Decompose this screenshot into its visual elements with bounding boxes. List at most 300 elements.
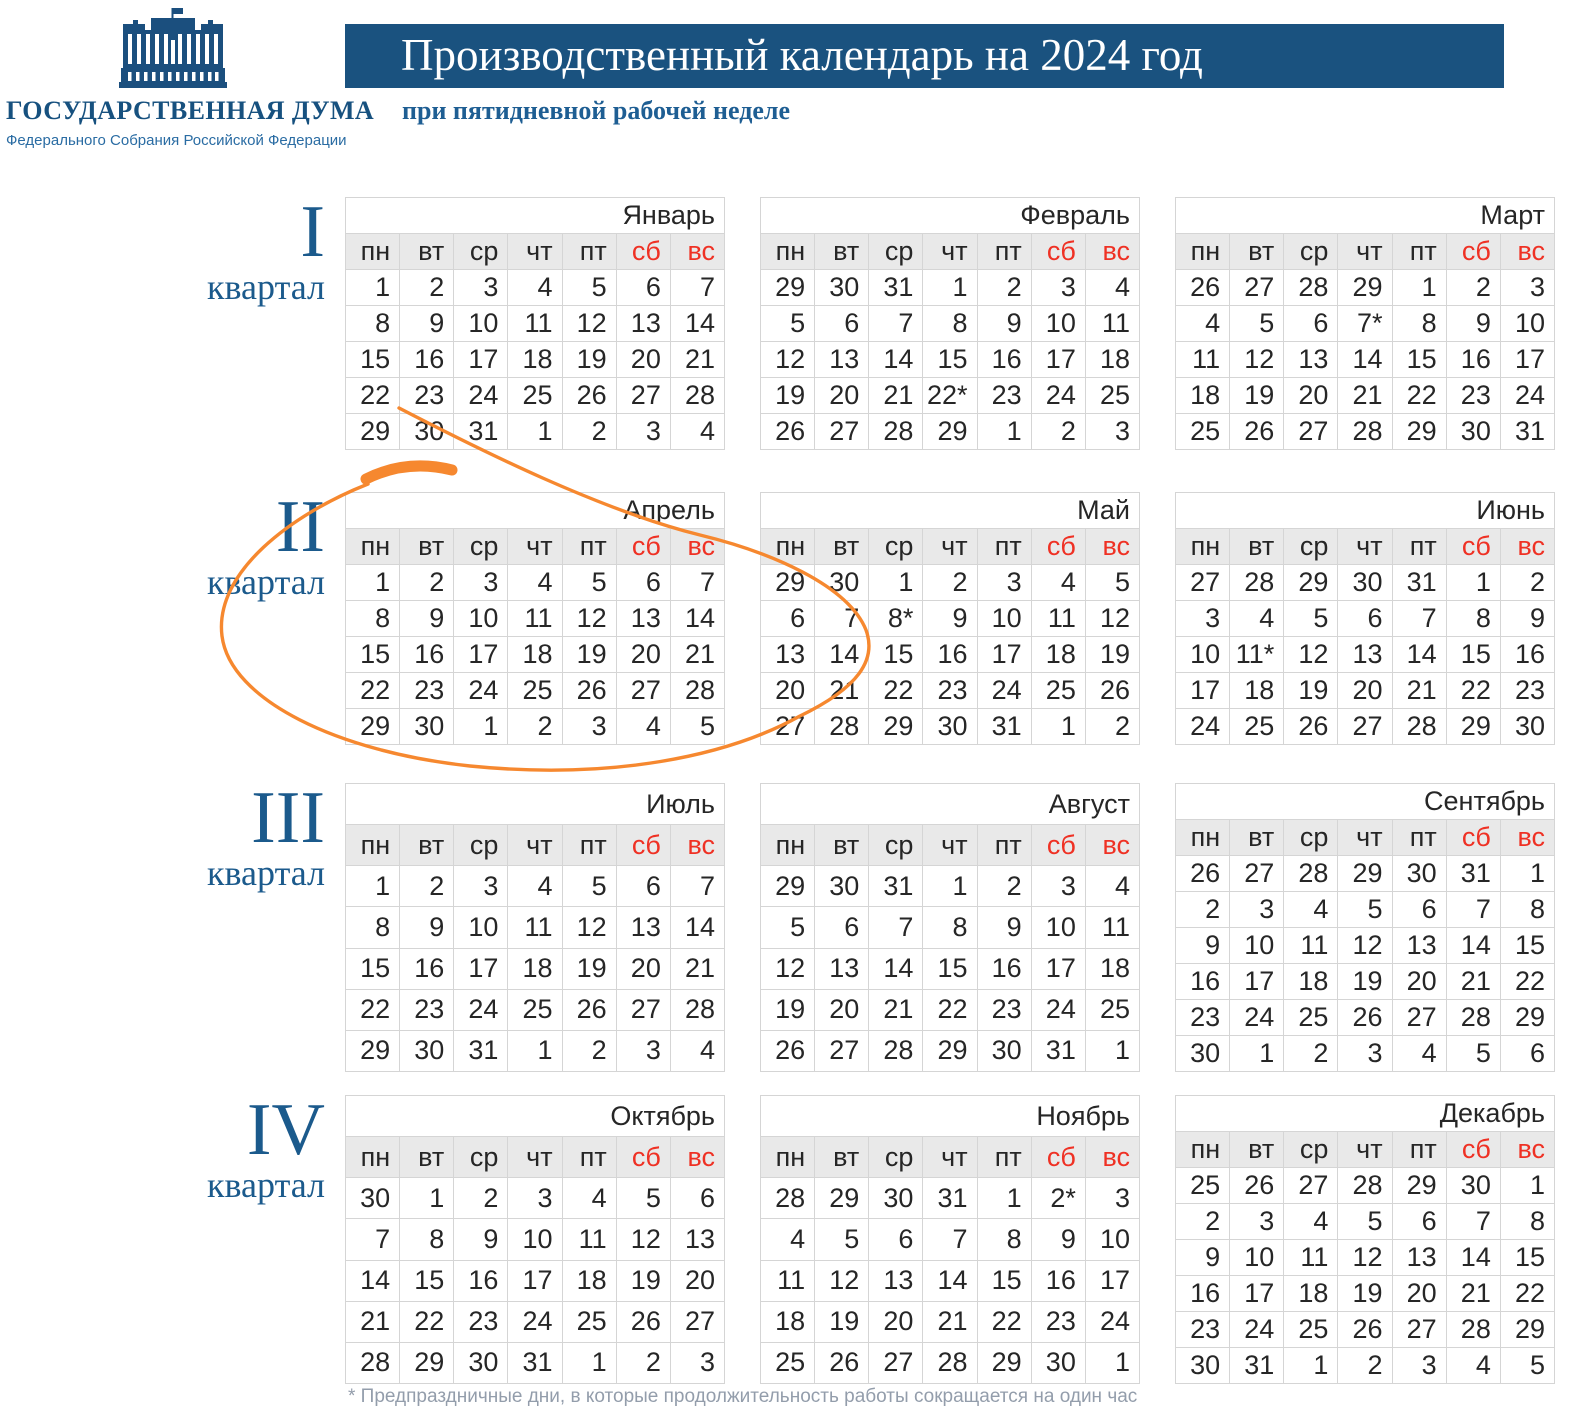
day-cell: 26 (616, 1301, 670, 1342)
day-cell: 31 (454, 414, 508, 450)
day-cell: 22 (400, 1301, 454, 1342)
weekday-header: пн (761, 234, 815, 270)
day-cell: 15 (1500, 928, 1554, 964)
day-cell-adjacent: 1 (1230, 1036, 1284, 1072)
day-cell: 17 (454, 637, 508, 673)
day-cell: 28 (869, 414, 923, 450)
weekday-header: ср (454, 529, 508, 565)
title-banner (345, 24, 1504, 88)
day-cell-adjacent: 30 (815, 565, 869, 601)
day-cell: 14 (346, 1260, 400, 1301)
day-cell: 13 (616, 601, 670, 637)
day-cell-adjacent: 5 (670, 709, 724, 745)
day-cell: 2 (1500, 565, 1554, 601)
day-cell: 19 (815, 1301, 869, 1342)
day-cell: 13 (616, 306, 670, 342)
day-cell: 3 (977, 565, 1031, 601)
day-cell: 1 (1392, 270, 1446, 306)
day-cell-adjacent: 2 (616, 1342, 670, 1383)
day-cell: 18 (1085, 948, 1139, 989)
day-cell: 29 (923, 414, 977, 450)
day-cell: 5 (616, 1178, 670, 1219)
weekday-header: вт (815, 234, 869, 270)
day-cell: 19 (562, 948, 616, 989)
day-cell: 7 (923, 1219, 977, 1260)
day-cell: 20 (616, 342, 670, 378)
weekday-header: вс (670, 825, 724, 866)
day-cell: 22 (1392, 378, 1446, 414)
day-cell: 17 (1031, 948, 1085, 989)
day-cell: 8 (400, 1219, 454, 1260)
quarter-months (345, 197, 1555, 450)
day-cell: 6 (616, 565, 670, 601)
day-cell: 26 (562, 989, 616, 1030)
day-cell: 6 (616, 866, 670, 907)
day-cell: 30 (977, 1030, 1031, 1071)
day-cell-adjacent: 2 (1338, 1348, 1392, 1384)
day-cell: 28 (670, 673, 724, 709)
day-cell: 27 (815, 1030, 869, 1071)
day-cell: 18 (508, 637, 562, 673)
day-cell: 4 (1085, 270, 1139, 306)
day-cell: 18 (1230, 673, 1284, 709)
day-cell: 12 (1338, 1240, 1392, 1276)
weekday-header: сб (1031, 825, 1085, 866)
day-cell: 23 (1176, 1000, 1230, 1036)
day-cell: 16 (977, 948, 1031, 989)
page-subtitle: при пятидневной рабочей неделе (402, 96, 791, 125)
day-cell: 15 (346, 342, 400, 378)
weekday-header: чт (1338, 529, 1392, 565)
day-cell: 9 (923, 601, 977, 637)
day-cell: 19 (761, 989, 815, 1030)
day-cell-adjacent: 30 (815, 866, 869, 907)
day-cell: 15 (869, 637, 923, 673)
day-cell: 10 (1230, 928, 1284, 964)
day-cell: 25 (562, 1301, 616, 1342)
day-cell: 30 (400, 1030, 454, 1071)
day-cell: 13 (869, 1260, 923, 1301)
day-cell: 29 (1500, 1312, 1554, 1348)
quarter-months (345, 783, 1555, 1072)
day-cell: 9 (1446, 306, 1500, 342)
day-cell-adjacent: 26 (1176, 856, 1230, 892)
weekday-header: пн (1176, 529, 1230, 565)
day-cell: 11 (1085, 306, 1139, 342)
day-cell: 4 (508, 565, 562, 601)
day-cell-adjacent: 30 (346, 1178, 400, 1219)
day-cell: 25 (508, 378, 562, 414)
day-cell: 23 (977, 989, 1031, 1030)
day-cell: 4 (1284, 1204, 1338, 1240)
day-cell: 5 (1230, 306, 1284, 342)
day-cell-adjacent: 1 (1085, 1342, 1139, 1383)
day-cell: 22 (1446, 673, 1500, 709)
day-cell: 17 (454, 342, 508, 378)
day-cell: 25 (1085, 378, 1139, 414)
day-cell: 17 (454, 948, 508, 989)
quarter-months (345, 1095, 1555, 1384)
day-cell-adjacent: 2 (1284, 1036, 1338, 1072)
day-cell: 21 (815, 673, 869, 709)
day-cell-adjacent: 1 (562, 1342, 616, 1383)
day-cell: 29 (1446, 709, 1500, 745)
month-name: Май (761, 493, 1140, 529)
day-cell: 22 (869, 673, 923, 709)
month-calendar (345, 1095, 725, 1384)
day-cell: 17 (1176, 673, 1230, 709)
day-cell: 24 (1031, 989, 1085, 1030)
day-cell: 27 (1392, 1312, 1446, 1348)
day-cell: 28 (1338, 414, 1392, 450)
day-cell: 16 (1500, 637, 1554, 673)
weekday-header: пн (761, 1137, 815, 1178)
day-cell: 11 (508, 907, 562, 948)
day-cell-adjacent: 28 (1230, 565, 1284, 601)
day-cell: 20 (761, 673, 815, 709)
day-cell: 10 (454, 306, 508, 342)
month-name: Июль (346, 784, 725, 825)
day-cell: 17 (1031, 342, 1085, 378)
day-cell: 4 (562, 1178, 616, 1219)
day-cell: 7 (670, 270, 724, 306)
day-cell: 19 (1284, 673, 1338, 709)
day-cell: 23 (400, 378, 454, 414)
day-cell: 18 (1284, 964, 1338, 1000)
weekday-header: пт (1392, 1132, 1446, 1168)
day-cell: 11 (1031, 601, 1085, 637)
month-name: Сентябрь (1176, 784, 1555, 820)
weekday-header: сб (1446, 529, 1500, 565)
day-cell: 22 (1500, 964, 1554, 1000)
day-cell: 1 (869, 565, 923, 601)
weekday-header: ср (869, 529, 923, 565)
day-cell: 2* (1031, 1178, 1085, 1219)
day-cell: 18 (508, 342, 562, 378)
day-cell: 12 (1284, 637, 1338, 673)
day-cell: 7 (1392, 601, 1446, 637)
day-cell: 1 (1446, 565, 1500, 601)
month-calendar (1175, 1095, 1555, 1384)
day-cell: 26 (1338, 1312, 1392, 1348)
day-cell: 2 (923, 565, 977, 601)
day-cell: 22 (346, 378, 400, 414)
day-cell: 2 (400, 565, 454, 601)
weekday-header: вс (1085, 1137, 1139, 1178)
day-cell: 27 (616, 989, 670, 1030)
day-cell: 28 (1446, 1000, 1500, 1036)
day-cell: 23 (400, 989, 454, 1030)
day-cell-adjacent: 4 (616, 709, 670, 745)
day-cell: 28 (670, 989, 724, 1030)
day-cell: 2 (400, 270, 454, 306)
day-cell: 31 (1031, 1030, 1085, 1071)
weekday-header: пт (1392, 820, 1446, 856)
weekday-header: пт (1392, 529, 1446, 565)
weekday-header: пт (1392, 234, 1446, 270)
day-cell: 17 (1230, 1276, 1284, 1312)
day-cell-adjacent: 29 (1338, 270, 1392, 306)
day-cell: 10 (454, 907, 508, 948)
day-cell-adjacent: 28 (1284, 270, 1338, 306)
day-cell: 3 (1031, 270, 1085, 306)
month-calendar (760, 492, 1140, 745)
day-cell: 21 (1392, 673, 1446, 709)
day-cell-adjacent: 31 (869, 270, 923, 306)
day-cell: 22 (346, 989, 400, 1030)
day-cell: 31 (508, 1342, 562, 1383)
page-title: Производственный календарь на 2024 год (401, 30, 1203, 80)
day-cell: 9 (1500, 601, 1554, 637)
weekday-header: вт (815, 825, 869, 866)
weekday-header: ср (1284, 820, 1338, 856)
day-cell: 14 (1338, 342, 1392, 378)
day-cell: 11 (1284, 928, 1338, 964)
quarter-label (0, 1089, 325, 1205)
quarter-row-1 (0, 191, 1555, 450)
day-cell: 17 (1500, 342, 1554, 378)
day-cell: 2 (400, 866, 454, 907)
day-cell: 9 (977, 306, 1031, 342)
day-cell: 7 (869, 907, 923, 948)
day-cell-adjacent: 3 (616, 1030, 670, 1071)
weekday-header: сб (1031, 1137, 1085, 1178)
duma-building-icon (111, 6, 235, 92)
month-name: Февраль (761, 198, 1140, 234)
day-cell: 3 (454, 270, 508, 306)
day-cell-adjacent: 30 (869, 1178, 923, 1219)
day-cell-adjacent: 2 (562, 1030, 616, 1071)
day-cell: 28 (923, 1342, 977, 1383)
month-name: Ноябрь (761, 1096, 1140, 1137)
quarter-label (0, 486, 325, 602)
day-cell: 7 (346, 1219, 400, 1260)
day-cell: 8 (923, 306, 977, 342)
day-cell: 15 (923, 948, 977, 989)
day-cell-adjacent: 29 (1338, 856, 1392, 892)
day-cell: 18 (508, 948, 562, 989)
day-cell: 4 (1230, 601, 1284, 637)
weekday-header: вт (400, 529, 454, 565)
day-cell: 10 (1031, 306, 1085, 342)
day-cell-adjacent: 29 (761, 270, 815, 306)
day-cell: 9 (400, 601, 454, 637)
day-cell: 5 (761, 907, 815, 948)
day-cell-adjacent: 1 (454, 709, 508, 745)
weekday-header: чт (923, 1137, 977, 1178)
day-cell: 6 (1392, 1204, 1446, 1240)
day-cell-adjacent: 1 (1284, 1348, 1338, 1384)
weekday-header: сб (1031, 234, 1085, 270)
day-cell-adjacent: 1 (1085, 1030, 1139, 1071)
day-cell: 27 (670, 1301, 724, 1342)
day-cell: 25 (1284, 1000, 1338, 1036)
month-calendar (760, 197, 1140, 450)
day-cell: 5 (1284, 601, 1338, 637)
day-cell: 27 (1338, 709, 1392, 745)
weekday-header: сб (1446, 1132, 1500, 1168)
day-cell: 29 (1392, 414, 1446, 450)
day-cell: 12 (1230, 342, 1284, 378)
day-cell: 4 (508, 270, 562, 306)
weekday-header: вт (1230, 529, 1284, 565)
day-cell: 14 (670, 306, 724, 342)
day-cell: 12 (761, 948, 815, 989)
day-cell: 16 (1176, 1276, 1230, 1312)
day-cell: 27 (869, 1342, 923, 1383)
day-cell-adjacent: 3 (1338, 1036, 1392, 1072)
day-cell: 9 (1176, 1240, 1230, 1276)
day-cell: 2 (1176, 892, 1230, 928)
day-cell: 6 (815, 306, 869, 342)
weekday-header: вт (1230, 820, 1284, 856)
day-cell: 8 (1500, 1204, 1554, 1240)
quarter-label (0, 777, 325, 893)
day-cell: 18 (1284, 1276, 1338, 1312)
day-cell: 1 (346, 270, 400, 306)
day-cell: 23 (1446, 378, 1500, 414)
weekday-header: сб (1446, 234, 1500, 270)
day-cell: 12 (1338, 928, 1392, 964)
day-cell: 5 (815, 1219, 869, 1260)
day-cell: 10 (1176, 637, 1230, 673)
day-cell: 13 (1392, 928, 1446, 964)
weekday-header: пн (1176, 1132, 1230, 1168)
day-cell: 22* (923, 378, 977, 414)
day-cell: 29 (1500, 1000, 1554, 1036)
weekday-header: ср (869, 825, 923, 866)
day-cell: 28 (815, 709, 869, 745)
day-cell: 1 (923, 866, 977, 907)
day-cell: 14 (815, 637, 869, 673)
day-cell: 20 (815, 378, 869, 414)
quarter-word: квартал (207, 267, 325, 307)
day-cell: 11 (1176, 342, 1230, 378)
day-cell-adjacent: 30 (1392, 856, 1446, 892)
month-name: Январь (346, 198, 725, 234)
day-cell: 15 (1392, 342, 1446, 378)
quarter-numeral: III (251, 777, 325, 859)
day-cell: 11 (761, 1260, 815, 1301)
day-cell: 2 (1176, 1204, 1230, 1240)
pre-holiday-footnote: * Предпраздничные дни, в которые продолжительность работы сокращается на один час (348, 1386, 1138, 1407)
day-cell: 10 (1031, 907, 1085, 948)
day-cell: 19 (1230, 378, 1284, 414)
day-cell: 29 (400, 1342, 454, 1383)
day-cell: 25 (508, 989, 562, 1030)
day-cell: 26 (1085, 673, 1139, 709)
weekday-header: пт (562, 234, 616, 270)
day-cell: 24 (454, 673, 508, 709)
day-cell: 31 (1230, 1348, 1284, 1384)
day-cell: 22 (923, 989, 977, 1030)
day-cell: 24 (454, 989, 508, 1030)
day-cell: 12 (562, 306, 616, 342)
day-cell: 10 (1230, 1240, 1284, 1276)
day-cell: 28 (1446, 1312, 1500, 1348)
day-cell: 12 (761, 342, 815, 378)
day-cell-adjacent: 5 (1446, 1036, 1500, 1072)
day-cell: 24 (1031, 378, 1085, 414)
day-cell-adjacent: 27 (1230, 856, 1284, 892)
day-cell: 3 (1500, 270, 1554, 306)
day-cell: 6 (616, 270, 670, 306)
day-cell: 3 (1031, 866, 1085, 907)
day-cell: 30 (1176, 1348, 1230, 1384)
quarter-row-3 (0, 777, 1555, 1072)
day-cell: 6 (670, 1178, 724, 1219)
day-cell-adjacent: 31 (923, 1178, 977, 1219)
day-cell: 26 (562, 673, 616, 709)
weekday-header: вт (1230, 1132, 1284, 1168)
day-cell: 18 (1176, 378, 1230, 414)
weekday-header: чт (508, 234, 562, 270)
weekday-header: вт (815, 529, 869, 565)
day-cell: 3 (1176, 601, 1230, 637)
day-cell: 15 (923, 342, 977, 378)
weekday-header: вс (1500, 820, 1554, 856)
weekday-header: пн (761, 529, 815, 565)
org-subtitle: Федерального Собрания Российской Федерации (6, 132, 347, 149)
day-cell: 7 (869, 306, 923, 342)
quarter-row-4 (0, 1089, 1555, 1384)
day-cell: 17 (1230, 964, 1284, 1000)
day-cell: 7 (815, 601, 869, 637)
weekday-header: чт (1338, 1132, 1392, 1168)
day-cell: 5 (761, 306, 815, 342)
day-cell-adjacent: 3 (1085, 414, 1139, 450)
day-cell: 1 (977, 1178, 1031, 1219)
day-cell: 30 (400, 414, 454, 450)
day-cell: 15 (346, 948, 400, 989)
day-cell-adjacent: 4 (1446, 1348, 1500, 1384)
weekday-header: чт (508, 1137, 562, 1178)
day-cell: 12 (562, 907, 616, 948)
weekday-header: пт (977, 234, 1031, 270)
day-cell-adjacent: 4 (670, 1030, 724, 1071)
day-cell-adjacent: 25 (1176, 1168, 1230, 1204)
weekday-header: вс (670, 1137, 724, 1178)
day-cell-adjacent: 29 (1392, 1168, 1446, 1204)
day-cell-adjacent: 31 (1392, 565, 1446, 601)
day-cell: 19 (761, 378, 815, 414)
day-cell-adjacent: 28 (1284, 856, 1338, 892)
day-cell: 5 (562, 565, 616, 601)
day-cell-adjacent: 4 (1392, 1036, 1446, 1072)
day-cell: 2 (977, 866, 1031, 907)
day-cell: 14 (670, 907, 724, 948)
day-cell: 23 (1176, 1312, 1230, 1348)
day-cell: 23 (1031, 1301, 1085, 1342)
day-cell: 2 (977, 270, 1031, 306)
weekday-header: пт (977, 825, 1031, 866)
day-cell-adjacent: 3 (616, 414, 670, 450)
quarter-months (345, 492, 1555, 745)
weekday-header: пн (761, 825, 815, 866)
day-cell: 14 (869, 948, 923, 989)
day-cell: 8 (1500, 892, 1554, 928)
day-cell: 16 (400, 637, 454, 673)
day-cell: 21 (869, 378, 923, 414)
weekday-header: пт (562, 825, 616, 866)
weekday-header: сб (616, 1137, 670, 1178)
day-cell: 16 (454, 1260, 508, 1301)
day-cell: 3 (454, 565, 508, 601)
day-cell-adjacent: 27 (1284, 1168, 1338, 1204)
day-cell: 13 (616, 907, 670, 948)
quarter-label (0, 191, 325, 307)
weekday-header: чт (923, 825, 977, 866)
